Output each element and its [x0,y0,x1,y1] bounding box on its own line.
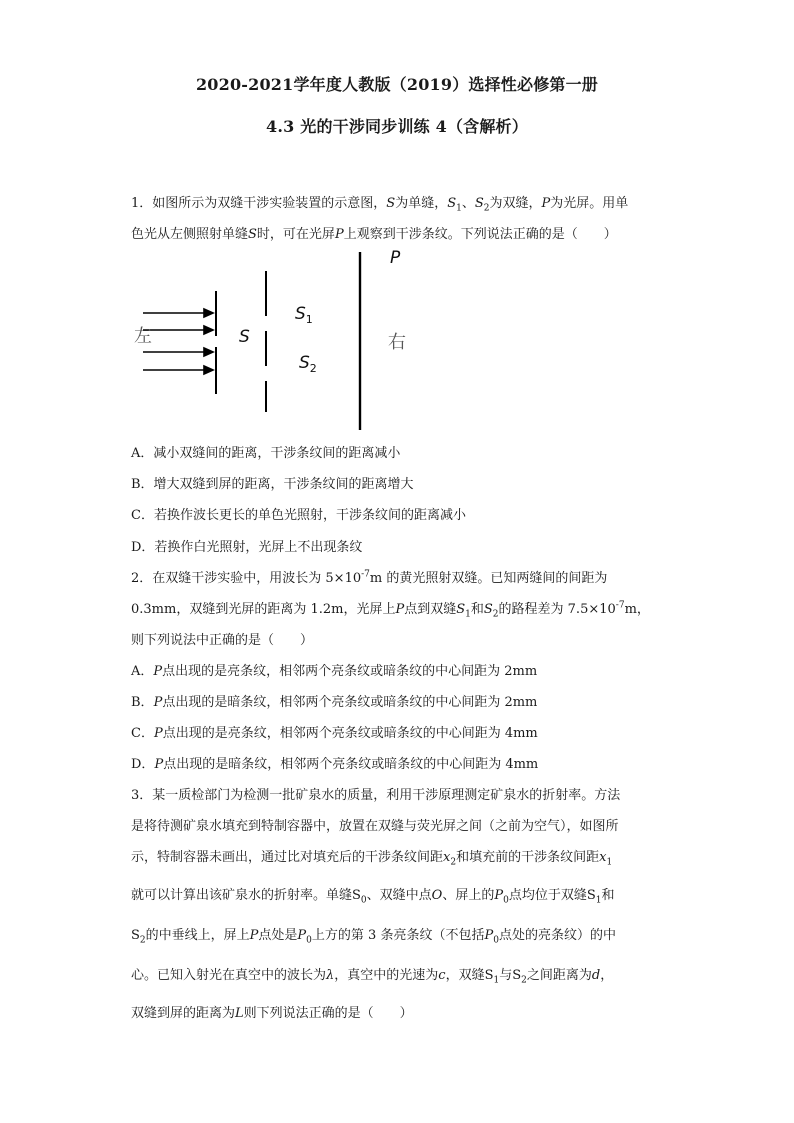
q2-stem-line2: 0.3mm，双缝到光屏的距离为 1.2m，光屏上P点到双缝$S_1$和$S_2$的路程差为 $7.5\times 10^{-7}m$， [131,600,650,620]
doc-title-line1: 2020-2021学年度人教版（2019）选择性必修第一册 [195,75,599,94]
screen-p-label: P [390,248,401,268]
q3-stem-line7: 双缝到屏的距离为L则下列说法正确的是（ ） [131,1006,413,1021]
doc-title-line2: 4.3 光的干涉同步训练 4（含解析） [266,117,528,136]
q3-stem-line5: $S_2$的中垂线上，屏上P点处是$P_0$上方的第 3 条亮条纹（不包括$P_0$点处的亮条纹）的中 [131,928,616,946]
incident-ray-1-arrowhead [204,309,213,317]
q1-option-d: D．若换作白光照射，光屏上不出现条纹 [131,540,363,555]
incident-ray-4-arrowhead [204,366,213,374]
q1-option-b: B．增大双缝到屏的距离，干涉条纹间的距离增大 [131,477,414,492]
q2-option-b: B．P点出现的是暗条纹，相邻两个亮条纹或暗条纹的中心间距为 2mm [131,695,538,710]
incident-ray-3-arrowhead [204,348,213,356]
q3-stem-line1: 3．某一质检部门为检测一批矿泉水的质量，利用干涉原理测定矿泉水的折射率。方法 [131,788,621,803]
q2-option-c: C．P点出现的是亮条纹，相邻两个亮条纹或暗条纹的中心间距为 4mm [131,726,538,741]
q2-option-a: A．P点出现的是亮条纹，相邻两个亮条纹或暗条纹的中心间距为 2mm [131,664,538,679]
q3-stem-line3: 示，特制容器未画出，通过比对填充后的干涉条纹间距$x_2$和填充前的干涉条纹间距$x_1$ [131,850,613,868]
slit-s-label: S [239,327,250,347]
slit-s2-label: $S_2$ [299,353,317,375]
slit-s1-label: $S_1$ [295,304,313,326]
q3-stem-line4: 就可以计算出该矿泉水的折射率。单缝$S_0$、双缝中点O、屏上的$P_0$点均位于双缝$S_1$和 [131,888,615,906]
right-label: 右 [388,332,406,353]
double-slit-diagram [131,246,431,432]
q2-stem-line1: 2．在双缝干涉实验中，用波长为 $5\times 10^{-7}m$ 的黄光照射双缝。已知两缝间的间距为 [131,569,608,586]
q2-option-d: D．P点出现的是暗条纹，相邻两个亮条纹或暗条纹的中心间距为 4mm [131,757,539,772]
q1-option-a: A．减小双缝间的距离，干涉条纹间的距离减小 [131,446,401,461]
incident-ray-2-arrowhead [204,326,213,334]
q1-stem-line1: 1．如图所示为双缝干涉实验装置的示意图，S为单缝，$S_1$、$S_2$为双缝，P为光屏。用单 [131,196,629,214]
q1-stem-line2: 色光从左侧照射单缝S时，可在光屏P上观察到干涉条纹。下列说法正确的是（ ） [131,227,617,242]
left-label: 左 [134,326,152,347]
q3-stem-line6: 心。已知入射光在真空中的波长为λ，真空中的光速为c，双缝$S_1$与$S_2$之间距离为d， [131,968,614,986]
q3-stem-line2: 是将待测矿泉水填充到特制容器中，放置在双缝与荧光屏之间（之前为空气），如图所 [131,819,619,834]
q1-option-c: C．若换作波长更长的单色光照射，干涉条纹间的距离减小 [131,508,466,523]
q2-stem-line3: 则下列说法中正确的是（ ） [131,633,314,648]
